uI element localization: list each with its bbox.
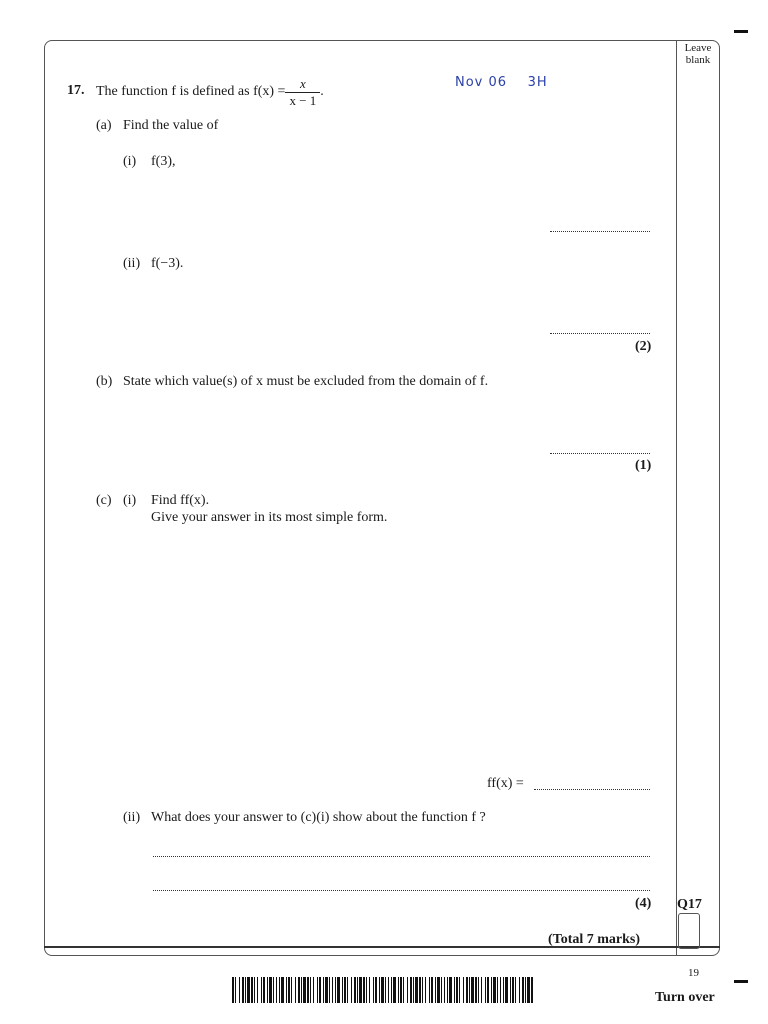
registration-mark-bottom — [734, 980, 748, 983]
leave-blank-label — [678, 42, 718, 66]
ff-answer-prefix: ff(x) = — [487, 776, 524, 791]
leave-blank-line2: blank — [685, 54, 711, 66]
part-a-ii-text: f(−3). — [151, 256, 184, 271]
answer-line-c-i[interactable] — [534, 788, 650, 790]
margin-divider — [676, 40, 677, 956]
answer-line-a-i[interactable] — [550, 230, 650, 232]
part-c-i-text: Find ff(x). — [151, 493, 210, 508]
barcode-icon — [232, 977, 534, 1003]
answer-line-b[interactable] — [550, 452, 650, 454]
leave-blank-line1: Leave — [684, 42, 712, 54]
part-b-marks: (1) — [635, 458, 652, 473]
part-c-label: (c) — [96, 493, 112, 508]
answer-line-c-ii-1[interactable] — [153, 855, 650, 857]
part-c-marks: (4) — [635, 896, 652, 911]
part-c-ii-text: What does your answer to (c)(i) show about the function f ? — [151, 810, 486, 825]
part-a-i-label: (i) — [123, 154, 137, 169]
part-c-i-text2: Give your answer in its most simple form. — [151, 510, 388, 525]
question-number: 17. — [67, 83, 85, 98]
registration-mark-top — [734, 30, 748, 33]
answer-line-a-ii[interactable] — [550, 332, 650, 334]
part-b-text: State which value(s) of x must be excluded from the domain of f. — [123, 374, 489, 389]
part-a-i-text: f(3), — [151, 154, 176, 169]
fraction-numerator: x — [285, 76, 320, 93]
page-number: 19 — [688, 967, 699, 979]
turn-over-label: Turn over — [655, 990, 715, 1005]
part-a-label: (a) — [96, 118, 112, 133]
part-a-text: Find the value of — [123, 118, 219, 133]
fraction — [285, 76, 320, 109]
question-margin-label: Q17 — [677, 897, 702, 912]
answer-line-c-ii-2[interactable] — [153, 889, 650, 891]
question-intro — [96, 74, 324, 110]
question-intro-text: The function f is defined as f(x) = — [96, 84, 286, 99]
total-marks: (Total 7 marks) — [548, 932, 641, 947]
fraction-tail: . — [320, 84, 324, 99]
part-c-ii-label: (ii) — [123, 810, 141, 825]
part-a-marks: (2) — [635, 339, 652, 354]
part-c-i-label: (i) — [123, 493, 137, 508]
part-b-label: (b) — [96, 374, 113, 389]
fraction-denominator: x − 1 — [289, 92, 317, 108]
examiner-mark-box[interactable] — [678, 913, 700, 949]
part-a-ii-label: (ii) — [123, 256, 141, 271]
handwritten-note: Nov 06 3H — [455, 75, 548, 90]
